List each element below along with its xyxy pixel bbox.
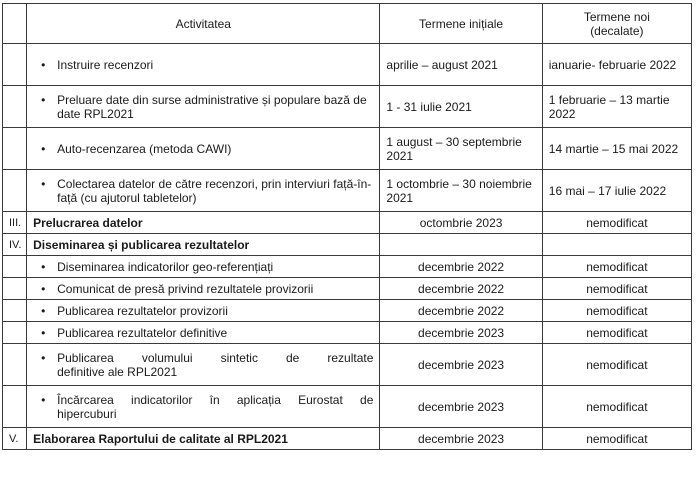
new-deadline: nemodificat xyxy=(542,386,691,428)
row-number xyxy=(3,386,27,428)
initial-deadline: decembrie 2022 xyxy=(380,300,542,322)
header-new-line2: (decalate) xyxy=(590,23,644,38)
initial-deadline: octombrie 2023 xyxy=(380,212,542,234)
new-deadline xyxy=(542,234,691,256)
activity-text-line1: Încărcarea indicatorilor în aplicația Eurostat de xyxy=(57,392,374,407)
initial-deadline: decembrie 2023 xyxy=(380,322,542,344)
activity-text: Instruire recenzori xyxy=(57,57,154,72)
bullet-icon: • xyxy=(41,350,46,365)
table-row xyxy=(3,300,692,322)
activity-cell xyxy=(27,278,380,300)
activity-cell xyxy=(27,86,380,128)
new-deadline: 1 februarie – 13 martie 2022 xyxy=(542,86,691,128)
activity-text-line2: definitive ale RPL2021 xyxy=(57,364,178,379)
bullet-icon: • xyxy=(41,92,46,107)
bullet-icon: • xyxy=(41,303,46,318)
activity-text: Colectarea datelor de către recenzori, prin interviuri față-în-față (cu ajutorul tabletelor) xyxy=(57,176,372,205)
activity-text: Publicarea rezultatelor definitive xyxy=(57,325,228,340)
initial-deadline: decembrie 2023 xyxy=(380,428,542,450)
bullet-icon: • xyxy=(41,176,46,191)
initial-deadline: aprilie – august 2021 xyxy=(380,44,542,86)
initial-deadline xyxy=(380,234,542,256)
bullet-icon: • xyxy=(41,259,46,274)
activity-text-line2: hipercuburi xyxy=(57,406,117,421)
initial-deadline: 1 - 31 iulie 2021 xyxy=(380,86,542,128)
bullet-icon: • xyxy=(41,141,46,156)
new-deadline: nemodificat xyxy=(542,256,691,278)
table-row xyxy=(3,128,692,170)
activity-text: Diseminarea indicatorilor geo-referențiați xyxy=(57,259,274,274)
table-header-row xyxy=(3,4,692,44)
section-title: Elaborarea Raportului de calitate al RPL2021 xyxy=(27,428,380,450)
initial-deadline: decembrie 2022 xyxy=(380,256,542,278)
activity-text: Auto-recenzarea (metoda CAWI) xyxy=(57,141,232,156)
table-row xyxy=(3,212,692,234)
row-number xyxy=(3,256,27,278)
section-title: Diseminarea și publicarea rezultatelor xyxy=(27,234,380,256)
table-row xyxy=(3,256,692,278)
header-initial-deadlines: Termene inițiale xyxy=(380,4,542,44)
header-new-deadlines xyxy=(542,4,691,44)
table-row xyxy=(3,234,692,256)
row-number xyxy=(3,344,27,386)
activity-cell xyxy=(27,386,380,428)
new-deadline: nemodificat xyxy=(542,344,691,386)
new-deadline: nemodificat xyxy=(542,322,691,344)
activity-text: Publicarea rezultatelor provizorii xyxy=(57,303,228,318)
bullet-icon: • xyxy=(41,325,46,340)
row-number xyxy=(3,44,27,86)
row-number xyxy=(3,128,27,170)
row-number xyxy=(3,300,27,322)
table-row xyxy=(3,428,692,450)
header-activity: Activitatea xyxy=(27,4,380,44)
table-row xyxy=(3,322,692,344)
activity-cell xyxy=(27,322,380,344)
new-deadline: nemodificat xyxy=(542,300,691,322)
new-deadline: ianuarie- februarie 2022 xyxy=(542,44,691,86)
activity-text-line1: Publicarea volumului sintetic de rezultate xyxy=(57,350,374,365)
initial-deadline: 1 octombrie – 30 noiembrie 2021 xyxy=(380,170,542,212)
activity-cell xyxy=(27,256,380,278)
row-number: V. xyxy=(3,428,27,450)
initial-deadline: 1 august – 30 septembrie 2021 xyxy=(380,128,542,170)
table-row xyxy=(3,44,692,86)
row-number: IV. xyxy=(3,234,27,256)
table-row xyxy=(3,278,692,300)
table-row xyxy=(3,344,692,386)
initial-deadline: decembrie 2023 xyxy=(380,344,542,386)
new-deadline: nemodificat xyxy=(542,212,691,234)
activity-text: Preluare date din surse administrative și populare bază de date RPL2021 xyxy=(57,92,367,121)
row-number xyxy=(3,86,27,128)
header-new-line1: Termene noi xyxy=(583,9,650,24)
new-deadline: nemodificat xyxy=(542,428,691,450)
activity-cell xyxy=(27,300,380,322)
activity-text: Comunicat de presă privind rezultatele provizorii xyxy=(57,281,314,296)
bullet-icon: • xyxy=(41,281,46,296)
initial-deadline: decembrie 2022 xyxy=(380,278,542,300)
row-number: III. xyxy=(3,212,27,234)
schedule-table xyxy=(2,3,692,450)
new-deadline: 16 mai – 17 iulie 2022 xyxy=(542,170,691,212)
row-number xyxy=(3,170,27,212)
header-number xyxy=(3,4,27,44)
table-row xyxy=(3,86,692,128)
table-row xyxy=(3,386,692,428)
activity-cell xyxy=(27,128,380,170)
activity-cell xyxy=(27,44,380,86)
new-deadline: nemodificat xyxy=(542,278,691,300)
initial-deadline: decembrie 2023 xyxy=(380,386,542,428)
row-number xyxy=(3,322,27,344)
bullet-icon: • xyxy=(41,392,46,407)
section-title: Prelucrarea datelor xyxy=(27,212,380,234)
new-deadline: 14 martie – 15 mai 2022 xyxy=(542,128,691,170)
activity-cell xyxy=(27,344,380,386)
activity-cell xyxy=(27,170,380,212)
row-number xyxy=(3,278,27,300)
table-row xyxy=(3,170,692,212)
bullet-icon: • xyxy=(41,57,46,72)
